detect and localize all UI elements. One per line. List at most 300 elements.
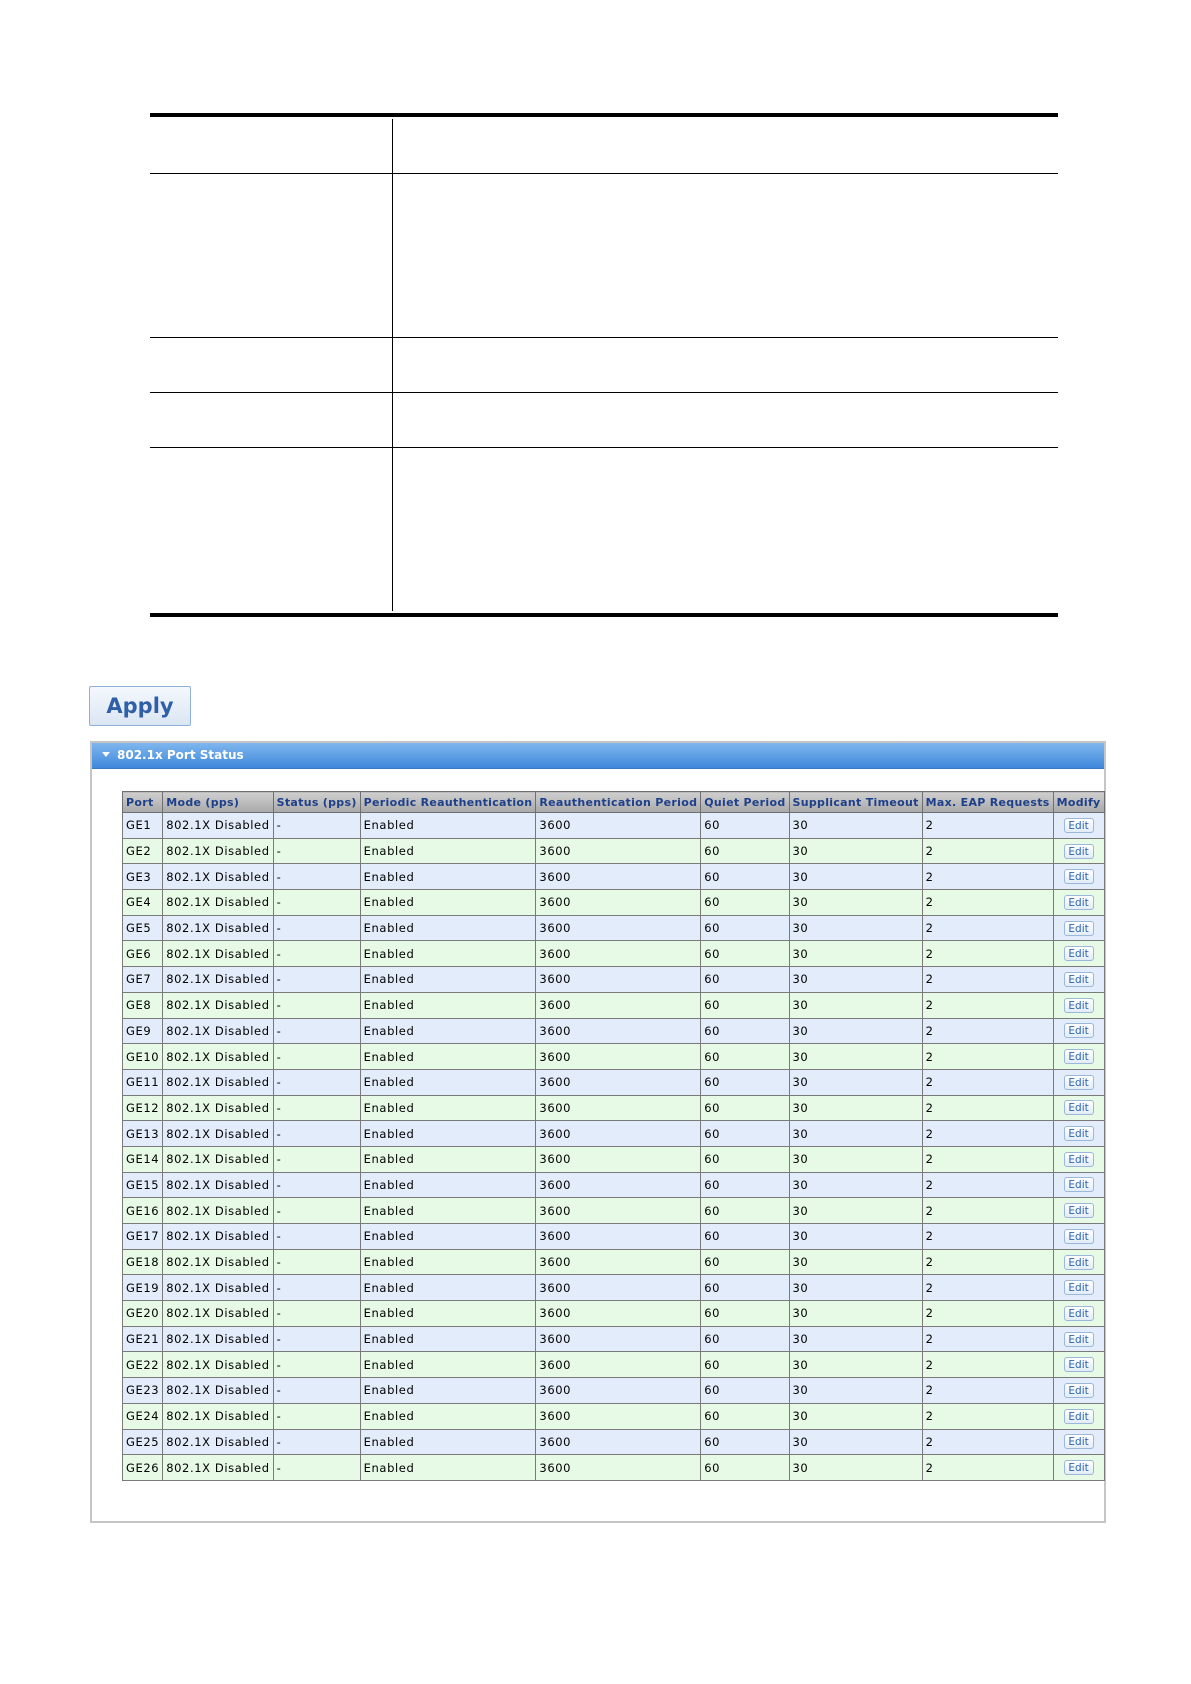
table-row (123, 1121, 1105, 1147)
max-eap-requests-cell: 2 (922, 967, 1053, 993)
reauth-period-cell: 3600 (536, 1146, 701, 1172)
supplicant-timeout-cell: 30 (789, 890, 922, 916)
max-eap-requests-cell: 2 (922, 1275, 1053, 1301)
mode-cell: 802.1X Disabled (163, 1403, 273, 1429)
max-eap-requests-cell: 2 (922, 864, 1053, 890)
max-eap-requests-cell: 2 (922, 1352, 1053, 1378)
status-cell: - (273, 1044, 360, 1070)
status-cell: - (273, 1403, 360, 1429)
reauth-period-cell: 3600 (536, 992, 701, 1018)
table-row (123, 1172, 1105, 1198)
description-cell (393, 119, 1058, 173)
panel-title: 802.1x Port Status (117, 748, 244, 762)
quiet-period-cell: 60 (701, 941, 789, 967)
max-eap-requests-cell: 2 (922, 1301, 1053, 1327)
port-cell: GE19 (123, 1275, 163, 1301)
supplicant-timeout-cell: 30 (789, 1455, 922, 1481)
table-row (123, 1249, 1105, 1275)
column-header-max-eap-requests: Max. EAP Requests (922, 792, 1053, 813)
parameter-cell (150, 393, 393, 447)
port-cell: GE22 (123, 1352, 163, 1378)
column-header-supplicant-timeout: Supplicant Timeout (789, 792, 922, 813)
table-row (123, 1301, 1105, 1327)
periodic-reauth-cell: Enabled (360, 1326, 536, 1352)
periodic-reauth-cell: Enabled (360, 1095, 536, 1121)
status-cell: - (273, 967, 360, 993)
reauth-period-cell: 3600 (536, 1455, 701, 1481)
port-cell: GE10 (123, 1044, 163, 1070)
port-cell: GE23 (123, 1378, 163, 1404)
quiet-period-cell: 60 (701, 1069, 789, 1095)
status-cell: - (273, 1018, 360, 1044)
periodic-reauth-cell: Enabled (360, 941, 536, 967)
reauth-period-cell: 3600 (536, 890, 701, 916)
edit-button[interactable]: Edit (1064, 1023, 1094, 1038)
mode-cell: 802.1X Disabled (163, 1095, 273, 1121)
port-cell: GE7 (123, 967, 163, 993)
periodic-reauth-cell: Enabled (360, 1121, 536, 1147)
reauth-period-cell: 3600 (536, 838, 701, 864)
port-cell: GE1 (123, 813, 163, 839)
edit-button[interactable]: Edit (1064, 818, 1094, 833)
supplicant-timeout-cell: 30 (789, 1224, 922, 1250)
description-row (150, 337, 1058, 392)
max-eap-requests-cell: 2 (922, 838, 1053, 864)
max-eap-requests-cell: 2 (922, 941, 1053, 967)
description-cell (393, 448, 1058, 611)
edit-button[interactable]: Edit (1064, 1434, 1094, 1449)
port-cell: GE24 (123, 1403, 163, 1429)
edit-button[interactable]: Edit (1064, 921, 1094, 936)
mode-cell: 802.1X Disabled (163, 1429, 273, 1455)
max-eap-requests-cell: 2 (922, 1403, 1053, 1429)
modify-cell (1053, 915, 1104, 941)
port-cell: GE21 (123, 1326, 163, 1352)
edit-button[interactable]: Edit (1064, 1280, 1094, 1295)
mode-cell: 802.1X Disabled (163, 1224, 273, 1250)
max-eap-requests-cell: 2 (922, 1069, 1053, 1095)
description-row (150, 173, 1058, 337)
description-cell (393, 174, 1058, 337)
quiet-period-cell: 60 (701, 1121, 789, 1147)
table-row (123, 1455, 1105, 1481)
status-cell: - (273, 1224, 360, 1250)
max-eap-requests-cell: 2 (922, 890, 1053, 916)
table-row (123, 941, 1105, 967)
modify-cell (1053, 890, 1104, 916)
parameter-cell (150, 119, 393, 173)
description-row (150, 119, 1058, 173)
mode-cell: 802.1X Disabled (163, 967, 273, 993)
quiet-period-cell: 60 (701, 915, 789, 941)
edit-button[interactable]: Edit (1064, 1229, 1094, 1244)
periodic-reauth-cell: Enabled (360, 992, 536, 1018)
mode-cell: 802.1X Disabled (163, 864, 273, 890)
table-row (123, 1095, 1105, 1121)
edit-button[interactable]: Edit (1064, 869, 1094, 884)
periodic-reauth-cell: Enabled (360, 1378, 536, 1404)
status-cell: - (273, 1198, 360, 1224)
reauth-period-cell: 3600 (536, 1224, 701, 1250)
edit-button[interactable]: Edit (1064, 1255, 1094, 1270)
port-status-panel (90, 741, 1106, 1523)
table-top-rule (150, 113, 1058, 117)
edit-button[interactable]: Edit (1064, 1383, 1094, 1398)
status-cell: - (273, 1095, 360, 1121)
table-row (123, 1146, 1105, 1172)
edit-button[interactable]: Edit (1064, 946, 1094, 961)
supplicant-timeout-cell: 30 (789, 813, 922, 839)
quiet-period-cell: 60 (701, 813, 789, 839)
periodic-reauth-cell: Enabled (360, 813, 536, 839)
edit-button[interactable]: Edit (1064, 1409, 1094, 1424)
reauth-period-cell: 3600 (536, 1403, 701, 1429)
quiet-period-cell: 60 (701, 1044, 789, 1070)
modify-cell (1053, 1326, 1104, 1352)
port-cell: GE20 (123, 1301, 163, 1327)
modify-cell (1053, 967, 1104, 993)
status-cell: - (273, 864, 360, 890)
reauth-period-cell: 3600 (536, 1121, 701, 1147)
table-bottom-rule (150, 613, 1058, 617)
table-row (123, 813, 1105, 839)
port-cell: GE15 (123, 1172, 163, 1198)
quiet-period-cell: 60 (701, 1018, 789, 1044)
reauth-period-cell: 3600 (536, 1069, 701, 1095)
edit-button[interactable]: Edit (1064, 1049, 1094, 1064)
caret-down-icon[interactable] (102, 752, 110, 757)
port-cell: GE16 (123, 1198, 163, 1224)
reauth-period-cell: 3600 (536, 1249, 701, 1275)
periodic-reauth-cell: Enabled (360, 1018, 536, 1044)
table-row (123, 967, 1105, 993)
table-row (123, 1326, 1105, 1352)
port-cell: GE2 (123, 838, 163, 864)
column-header-mode: Mode (pps) (163, 792, 273, 813)
max-eap-requests-cell: 2 (922, 1455, 1053, 1481)
max-eap-requests-cell: 2 (922, 1121, 1053, 1147)
supplicant-timeout-cell: 30 (789, 1198, 922, 1224)
description-cell (393, 338, 1058, 392)
modify-cell (1053, 838, 1104, 864)
supplicant-timeout-cell: 30 (789, 1172, 922, 1198)
quiet-period-cell: 60 (701, 864, 789, 890)
status-cell: - (273, 915, 360, 941)
reauth-period-cell: 3600 (536, 1095, 701, 1121)
mode-cell: 802.1X Disabled (163, 838, 273, 864)
table-row (123, 1378, 1105, 1404)
mode-cell: 802.1X Disabled (163, 1301, 273, 1327)
edit-button[interactable]: Edit (1064, 844, 1094, 859)
quiet-period-cell: 60 (701, 1224, 789, 1250)
table-row (123, 1018, 1105, 1044)
quiet-period-cell: 60 (701, 1146, 789, 1172)
description-row (150, 447, 1058, 611)
quiet-period-cell: 60 (701, 1249, 789, 1275)
status-cell: - (273, 1146, 360, 1172)
reauth-period-cell: 3600 (536, 1172, 701, 1198)
reauth-period-cell: 3600 (536, 1378, 701, 1404)
status-cell: - (273, 1069, 360, 1095)
status-cell: - (273, 1429, 360, 1455)
edit-button[interactable]: Edit (1064, 895, 1094, 910)
supplicant-timeout-cell: 30 (789, 1352, 922, 1378)
supplicant-timeout-cell: 30 (789, 992, 922, 1018)
status-cell: - (273, 1172, 360, 1198)
quiet-period-cell: 60 (701, 890, 789, 916)
table-row (123, 864, 1105, 890)
status-cell: - (273, 941, 360, 967)
max-eap-requests-cell: 2 (922, 1429, 1053, 1455)
modify-cell (1053, 1378, 1104, 1404)
edit-button[interactable]: Edit (1064, 998, 1094, 1013)
reauth-period-cell: 3600 (536, 1352, 701, 1378)
table-row (123, 1044, 1105, 1070)
port-cell: GE25 (123, 1429, 163, 1455)
port-cell: GE26 (123, 1455, 163, 1481)
column-header-reauthentication-period: Reauthentication Period (536, 792, 701, 813)
reauth-period-cell: 3600 (536, 1275, 701, 1301)
quiet-period-cell: 60 (701, 1326, 789, 1352)
port-cell: GE17 (123, 1224, 163, 1250)
periodic-reauth-cell: Enabled (360, 1301, 536, 1327)
table-row (123, 1352, 1105, 1378)
status-cell: - (273, 992, 360, 1018)
modify-cell (1053, 1429, 1104, 1455)
description-cell (393, 393, 1058, 447)
supplicant-timeout-cell: 30 (789, 1044, 922, 1070)
table-row (123, 915, 1105, 941)
status-cell: - (273, 1301, 360, 1327)
max-eap-requests-cell: 2 (922, 1146, 1053, 1172)
supplicant-timeout-cell: 30 (789, 1146, 922, 1172)
port-cell: GE13 (123, 1121, 163, 1147)
status-cell: - (273, 1249, 360, 1275)
periodic-reauth-cell: Enabled (360, 1352, 536, 1378)
mode-cell: 802.1X Disabled (163, 1455, 273, 1481)
edit-button[interactable]: Edit (1064, 1177, 1094, 1192)
port-cell: GE5 (123, 915, 163, 941)
edit-button[interactable]: Edit (1064, 1357, 1094, 1372)
supplicant-timeout-cell: 30 (789, 864, 922, 890)
table-row (123, 992, 1105, 1018)
modify-cell (1053, 1224, 1104, 1250)
max-eap-requests-cell: 2 (922, 1198, 1053, 1224)
table-body (123, 813, 1105, 1481)
modify-cell (1053, 864, 1104, 890)
reauth-period-cell: 3600 (536, 1301, 701, 1327)
port-cell: GE14 (123, 1146, 163, 1172)
column-header-periodic-reauthentication: Periodic Reauthentication (360, 792, 536, 813)
modify-cell (1053, 1069, 1104, 1095)
column-header-port: Port (123, 792, 163, 813)
mode-cell: 802.1X Disabled (163, 1326, 273, 1352)
status-cell: - (273, 1378, 360, 1404)
modify-cell (1053, 1352, 1104, 1378)
port-cell: GE3 (123, 864, 163, 890)
edit-button[interactable]: Edit (1064, 1460, 1094, 1475)
table-row (123, 1224, 1105, 1250)
mode-cell: 802.1X Disabled (163, 1069, 273, 1095)
mode-cell: 802.1X Disabled (163, 1172, 273, 1198)
table-row (123, 1429, 1105, 1455)
reauth-period-cell: 3600 (536, 1018, 701, 1044)
supplicant-timeout-cell: 30 (789, 1429, 922, 1455)
supplicant-timeout-cell: 30 (789, 1069, 922, 1095)
port-cell: GE8 (123, 992, 163, 1018)
modify-cell (1053, 1249, 1104, 1275)
periodic-reauth-cell: Enabled (360, 1224, 536, 1250)
mode-cell: 802.1X Disabled (163, 992, 273, 1018)
mode-cell: 802.1X Disabled (163, 915, 273, 941)
status-cell: - (273, 838, 360, 864)
modify-cell (1053, 941, 1104, 967)
modify-cell (1053, 1146, 1104, 1172)
quiet-period-cell: 60 (701, 1198, 789, 1224)
reauth-period-cell: 3600 (536, 813, 701, 839)
periodic-reauth-cell: Enabled (360, 1198, 536, 1224)
description-row (150, 392, 1058, 447)
supplicant-timeout-cell: 30 (789, 941, 922, 967)
parameter-cell (150, 338, 393, 392)
modify-cell (1053, 1403, 1104, 1429)
status-cell: - (273, 1326, 360, 1352)
port-cell: GE9 (123, 1018, 163, 1044)
mode-cell: 802.1X Disabled (163, 813, 273, 839)
quiet-period-cell: 60 (701, 992, 789, 1018)
max-eap-requests-cell: 2 (922, 1326, 1053, 1352)
modify-cell (1053, 1172, 1104, 1198)
modify-cell (1053, 1121, 1104, 1147)
max-eap-requests-cell: 2 (922, 915, 1053, 941)
periodic-reauth-cell: Enabled (360, 838, 536, 864)
apply-button[interactable]: Apply (89, 686, 191, 726)
mode-cell: 802.1X Disabled (163, 1352, 273, 1378)
quiet-period-cell: 60 (701, 1301, 789, 1327)
quiet-period-cell: 60 (701, 1403, 789, 1429)
max-eap-requests-cell: 2 (922, 1378, 1053, 1404)
periodic-reauth-cell: Enabled (360, 915, 536, 941)
periodic-reauth-cell: Enabled (360, 967, 536, 993)
max-eap-requests-cell: 2 (922, 813, 1053, 839)
mode-cell: 802.1X Disabled (163, 1275, 273, 1301)
supplicant-timeout-cell: 30 (789, 1326, 922, 1352)
reauth-period-cell: 3600 (536, 864, 701, 890)
modify-cell (1053, 1455, 1104, 1481)
periodic-reauth-cell: Enabled (360, 1146, 536, 1172)
status-cell: - (273, 890, 360, 916)
table-row (123, 1069, 1105, 1095)
max-eap-requests-cell: 2 (922, 992, 1053, 1018)
modify-cell (1053, 1044, 1104, 1070)
periodic-reauth-cell: Enabled (360, 1429, 536, 1455)
reauth-period-cell: 3600 (536, 1198, 701, 1224)
mode-cell: 802.1X Disabled (163, 1121, 273, 1147)
description-table (150, 113, 1058, 617)
edit-button[interactable]: Edit (1064, 1306, 1094, 1321)
periodic-reauth-cell: Enabled (360, 1069, 536, 1095)
column-header-modify: Modify (1053, 792, 1104, 813)
table-row (123, 1198, 1105, 1224)
periodic-reauth-cell: Enabled (360, 1455, 536, 1481)
mode-cell: 802.1X Disabled (163, 1044, 273, 1070)
quiet-period-cell: 60 (701, 838, 789, 864)
reauth-period-cell: 3600 (536, 967, 701, 993)
supplicant-timeout-cell: 30 (789, 1249, 922, 1275)
quiet-period-cell: 60 (701, 1095, 789, 1121)
modify-cell (1053, 1301, 1104, 1327)
edit-button[interactable]: Edit (1064, 1152, 1094, 1167)
reauth-period-cell: 3600 (536, 1326, 701, 1352)
max-eap-requests-cell: 2 (922, 1249, 1053, 1275)
mode-cell: 802.1X Disabled (163, 1249, 273, 1275)
mode-cell: 802.1X Disabled (163, 1198, 273, 1224)
edit-button[interactable]: Edit (1064, 1126, 1094, 1141)
parameter-cell (150, 448, 393, 611)
port-cell: GE18 (123, 1249, 163, 1275)
supplicant-timeout-cell: 30 (789, 838, 922, 864)
periodic-reauth-cell: Enabled (360, 1044, 536, 1070)
reauth-period-cell: 3600 (536, 941, 701, 967)
table-row (123, 1403, 1105, 1429)
edit-button[interactable]: Edit (1064, 972, 1094, 987)
status-cell: - (273, 1275, 360, 1301)
mode-cell: 802.1X Disabled (163, 1378, 273, 1404)
reauth-period-cell: 3600 (536, 1429, 701, 1455)
mode-cell: 802.1X Disabled (163, 941, 273, 967)
table-row (123, 838, 1105, 864)
edit-button[interactable]: Edit (1064, 1203, 1094, 1218)
panel-header[interactable] (92, 743, 1104, 769)
quiet-period-cell: 60 (701, 1429, 789, 1455)
max-eap-requests-cell: 2 (922, 1224, 1053, 1250)
max-eap-requests-cell: 2 (922, 1095, 1053, 1121)
column-header-status: Status (pps) (273, 792, 360, 813)
modify-cell (1053, 992, 1104, 1018)
supplicant-timeout-cell: 30 (789, 967, 922, 993)
port-cell: GE4 (123, 890, 163, 916)
quiet-period-cell: 60 (701, 1455, 789, 1481)
modify-cell (1053, 1275, 1104, 1301)
periodic-reauth-cell: Enabled (360, 1403, 536, 1429)
table-header-row (123, 792, 1105, 813)
mode-cell: 802.1X Disabled (163, 890, 273, 916)
quiet-period-cell: 60 (701, 1275, 789, 1301)
edit-button[interactable]: Edit (1064, 1332, 1094, 1347)
supplicant-timeout-cell: 30 (789, 1275, 922, 1301)
edit-button[interactable]: Edit (1064, 1100, 1094, 1115)
table-row (123, 1275, 1105, 1301)
mode-cell: 802.1X Disabled (163, 1146, 273, 1172)
modify-cell (1053, 1018, 1104, 1044)
supplicant-timeout-cell: 30 (789, 915, 922, 941)
edit-button[interactable]: Edit (1064, 1075, 1094, 1090)
max-eap-requests-cell: 2 (922, 1044, 1053, 1070)
quiet-period-cell: 60 (701, 967, 789, 993)
max-eap-requests-cell: 2 (922, 1172, 1053, 1198)
status-cell: - (273, 1121, 360, 1147)
supplicant-timeout-cell: 30 (789, 1403, 922, 1429)
periodic-reauth-cell: Enabled (360, 1249, 536, 1275)
quiet-period-cell: 60 (701, 1172, 789, 1198)
port-status-table (122, 791, 1105, 1481)
parameter-cell (150, 174, 393, 337)
modify-cell (1053, 1198, 1104, 1224)
quiet-period-cell: 60 (701, 1378, 789, 1404)
port-cell: GE11 (123, 1069, 163, 1095)
supplicant-timeout-cell: 30 (789, 1121, 922, 1147)
modify-cell (1053, 813, 1104, 839)
